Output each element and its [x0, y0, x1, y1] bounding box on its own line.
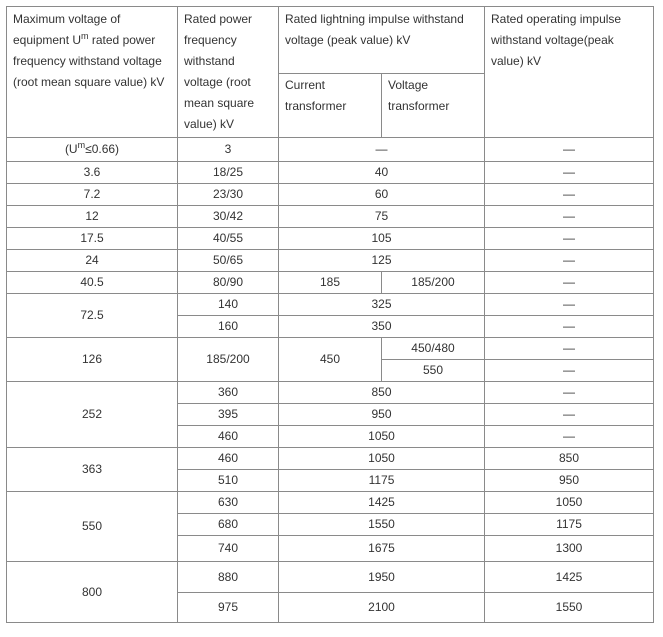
header-operating-impulse: Rated operating impulse withstand voltage(peak value) kV	[485, 7, 654, 138]
table-row	[7, 228, 654, 250]
cell-operating: 1175	[485, 514, 654, 536]
cell-operating: —	[485, 382, 654, 404]
cell-lightning-current-transformer: 185	[279, 272, 382, 294]
table-row	[7, 338, 654, 360]
header-row	[7, 7, 654, 74]
table-row	[7, 250, 654, 272]
cell-max-voltage: 17.5	[7, 228, 178, 250]
cell-power-frequency: 80/90	[178, 272, 279, 294]
cell-lightning-voltage-transformer: 550	[382, 360, 485, 382]
table-row	[7, 206, 654, 228]
cell-lightning: 1550	[279, 514, 485, 536]
cell-operating: —	[485, 294, 654, 316]
table-row	[7, 448, 654, 470]
cell-power-frequency: 50/65	[178, 250, 279, 272]
cell-power-frequency: 360	[178, 382, 279, 404]
cell-max-voltage: 550	[7, 492, 178, 562]
cell-max-voltage: 7.2	[7, 184, 178, 206]
cell-operating: 950	[485, 470, 654, 492]
table-row	[7, 272, 654, 294]
cell-power-frequency: 30/42	[178, 206, 279, 228]
cell-lightning: 1050	[279, 426, 485, 448]
cell-operating: 1550	[485, 593, 654, 623]
cell-max-voltage: 363	[7, 448, 178, 492]
cell-operating: —	[485, 316, 654, 338]
table-row	[7, 382, 654, 404]
cell-operating: —	[485, 206, 654, 228]
header-current-transformer: Current transformer	[279, 74, 382, 138]
cell-max-voltage: 24	[7, 250, 178, 272]
table-row	[7, 138, 654, 162]
cell-max-voltage: 252	[7, 382, 178, 448]
cell-operating: —	[485, 272, 654, 294]
cell-max-voltage: 126	[7, 338, 178, 382]
cell-power-frequency: 18/25	[178, 162, 279, 184]
cell-lightning: 60	[279, 184, 485, 206]
cell-lightning-voltage-transformer: 450/480	[382, 338, 485, 360]
cell-lightning: 850	[279, 382, 485, 404]
cell-max-voltage: 12	[7, 206, 178, 228]
header-lightning-impulse: Rated lightning impulse withstand voltage (peak value) kV	[279, 7, 485, 74]
cell-operating: 1050	[485, 492, 654, 514]
cell-lightning: 325	[279, 294, 485, 316]
cell-power-frequency: 140	[178, 294, 279, 316]
cell-power-frequency: 630	[178, 492, 279, 514]
cell-power-frequency: 160	[178, 316, 279, 338]
cell-operating: —	[485, 184, 654, 206]
cell-operating: 1425	[485, 562, 654, 593]
cell-power-frequency: 740	[178, 536, 279, 562]
cell-max-voltage: 800	[7, 562, 178, 623]
cell-lightning: 2100	[279, 593, 485, 623]
cell-operating: —	[485, 250, 654, 272]
cell-max-voltage: 3.6	[7, 162, 178, 184]
cell-operating: —	[485, 404, 654, 426]
table-row	[7, 162, 654, 184]
voltage-table	[6, 6, 654, 623]
cell-power-frequency: 975	[178, 593, 279, 623]
cell-operating: —	[485, 338, 654, 360]
cell-lightning: 350	[279, 316, 485, 338]
cell-lightning: 1050	[279, 448, 485, 470]
cell-lightning: 1425	[279, 492, 485, 514]
cell-power-frequency: 40/55	[178, 228, 279, 250]
header-max-voltage: Maximum voltage of equipment $U^m$ rated power frequency withstand voltage (root mean square value) kV	[7, 7, 178, 138]
table-row	[7, 492, 654, 514]
cell-operating: 850	[485, 448, 654, 470]
cell-operating: 1300	[485, 536, 654, 562]
cell-lightning: 40	[279, 162, 485, 184]
cell-lightning: 1950	[279, 562, 485, 593]
cell-lightning: —	[279, 138, 485, 162]
cell-lightning: 105	[279, 228, 485, 250]
cell-operating: —	[485, 426, 654, 448]
table-row	[7, 294, 654, 316]
cell-power-frequency: 680	[178, 514, 279, 536]
header-voltage-transformer: Voltage transformer	[382, 74, 485, 138]
cell-lightning: 1175	[279, 470, 485, 492]
cell-lightning: 125	[279, 250, 485, 272]
cell-power-frequency: 880	[178, 562, 279, 593]
cell-power-frequency: 185/200	[178, 338, 279, 382]
cell-lightning: 1675	[279, 536, 485, 562]
cell-power-frequency: 395	[178, 404, 279, 426]
cell-operating: —	[485, 138, 654, 162]
table-row	[7, 562, 654, 593]
cell-operating: —	[485, 162, 654, 184]
cell-operating: —	[485, 228, 654, 250]
cell-power-frequency: 3	[178, 138, 279, 162]
cell-operating: —	[485, 360, 654, 382]
cell-lightning-voltage-transformer: 185/200	[382, 272, 485, 294]
cell-max-voltage: $(U^m\le 0.66)$	[7, 138, 178, 162]
cell-lightning: 950	[279, 404, 485, 426]
table-row	[7, 184, 654, 206]
cell-max-voltage: 40.5	[7, 272, 178, 294]
cell-lightning: 75	[279, 206, 485, 228]
cell-power-frequency: 510	[178, 470, 279, 492]
cell-power-frequency: 460	[178, 426, 279, 448]
cell-power-frequency: 23/30	[178, 184, 279, 206]
cell-lightning-current-transformer: 450	[279, 338, 382, 382]
header-rated-power-frequency: Rated power frequency withstand voltage (root mean square value) kV	[178, 7, 279, 138]
cell-max-voltage: 72.5	[7, 294, 178, 338]
cell-power-frequency: 460	[178, 448, 279, 470]
